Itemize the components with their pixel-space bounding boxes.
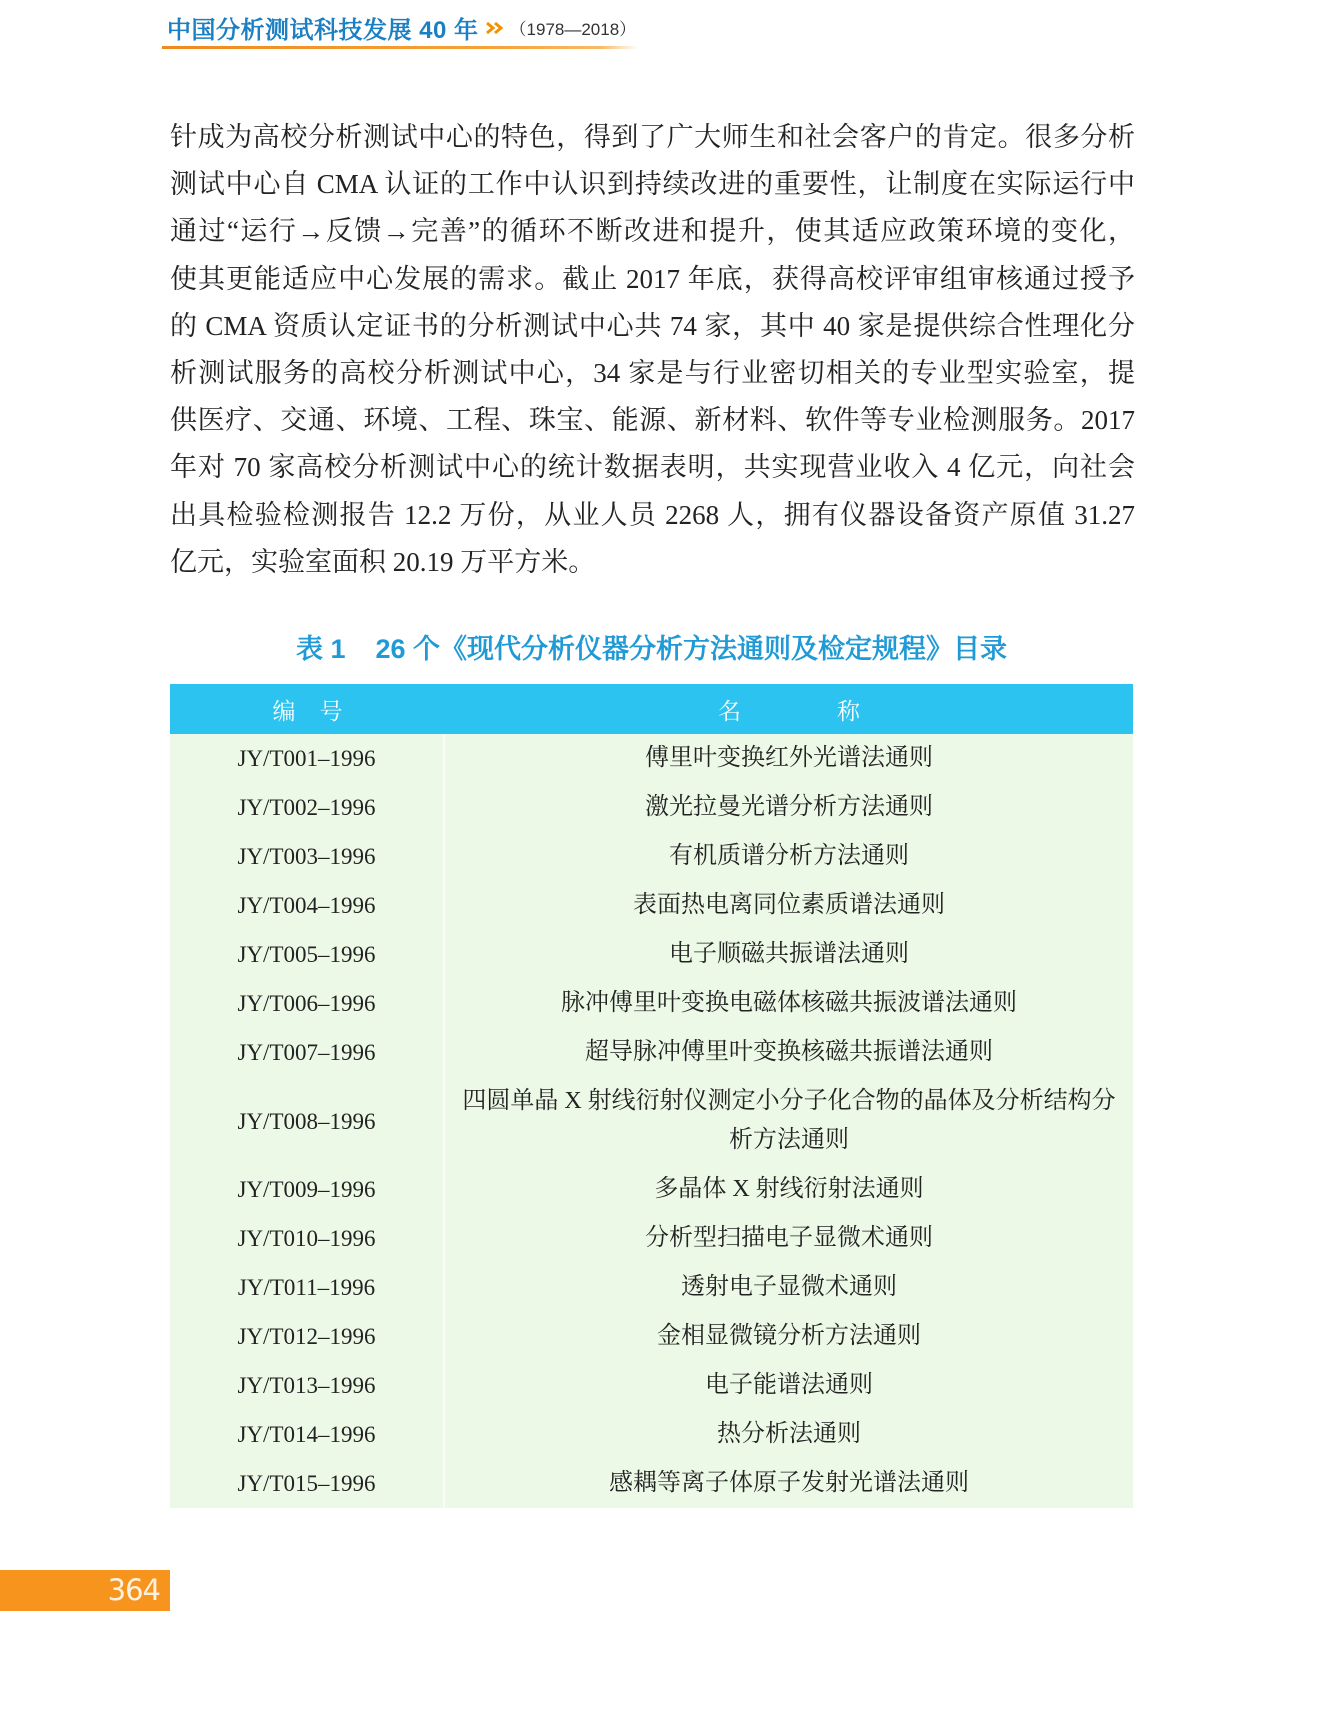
standard-code-cell	[170, 1410, 445, 1459]
standard-name-cell	[445, 881, 1133, 930]
paragraph-line: 析测试服务的高校分析测试中心，34 家是与行业密切相关的专业型实验室，提	[170, 357, 1135, 388]
table-row	[170, 783, 1133, 832]
standard-code-cell	[170, 1214, 445, 1263]
column-header-name	[445, 684, 1133, 734]
table-header-row	[170, 684, 1133, 734]
page-number-tab	[0, 1570, 170, 1611]
standard-name-cell	[445, 1312, 1133, 1361]
standard-name: 感耦等离子体原子发射光谱法通则	[609, 1470, 969, 1496]
standard-code: JY/T003–1996	[237, 844, 376, 869]
standard-code-cell	[170, 832, 445, 881]
standard-code: JY/T011–1996	[237, 1275, 376, 1300]
table-body	[170, 734, 1133, 1508]
table-row	[170, 930, 1133, 979]
standard-name-cell	[445, 832, 1133, 881]
standard-code-cell	[170, 1077, 445, 1165]
standard-code: JY/T012–1996	[237, 1324, 376, 1349]
standard-code-cell	[170, 734, 445, 783]
standard-name: 金相显微镜分析方法通则	[657, 1323, 921, 1349]
table-row	[170, 1028, 1133, 1077]
running-head-years: （1978—2018）	[509, 19, 637, 39]
standard-code-cell	[170, 1028, 445, 1077]
body-paragraph	[170, 114, 1135, 586]
standard-code: JY/T005–1996	[237, 942, 376, 967]
table-row	[170, 1263, 1133, 1312]
standard-code-cell	[170, 1263, 445, 1312]
standard-code: JY/T002–1996	[237, 795, 376, 820]
standard-name-cell	[445, 1361, 1133, 1410]
table-caption-label: 表 1	[295, 634, 346, 664]
paragraph-line: 使其更能适应中心发展的需求。截止 2017 年底，获得高校评审组审核通过授予	[170, 263, 1135, 294]
standard-name: 超导脉冲傅里叶变换核磁共振谱法通则	[585, 1039, 993, 1065]
table-row	[170, 1165, 1133, 1214]
standard-code: JY/T001–1996	[237, 746, 376, 771]
standard-code: JY/T013–1996	[237, 1373, 376, 1398]
standard-code: JY/T004–1996	[237, 893, 376, 918]
table-row	[170, 734, 1133, 783]
standard-code: JY/T010–1996	[237, 1226, 376, 1251]
paragraph-line: 的 CMA 资质认定证书的分析测试中心共 74 家，其中 40 家是提供综合性理化分	[170, 310, 1135, 341]
standard-code-cell	[170, 1165, 445, 1214]
page-number: 364	[107, 1573, 160, 1607]
table-caption	[170, 628, 1133, 670]
running-head	[167, 8, 636, 46]
standard-name-cell	[445, 1028, 1133, 1077]
standard-code: JY/T015–1996	[237, 1471, 376, 1496]
standard-name-cell	[445, 783, 1133, 832]
standard-code: JY/T014–1996	[237, 1422, 376, 1447]
standard-name: 透射电子显微术通则	[681, 1274, 897, 1300]
column-header-name-label: 名称	[718, 697, 956, 724]
standard-name: 激光拉曼光谱分析方法通则	[645, 794, 933, 820]
column-header-code-label: 编号	[272, 697, 367, 724]
standard-code-cell	[170, 1361, 445, 1410]
standard-name-cell	[445, 1459, 1133, 1508]
paragraph-line: 通过“运行→反馈→完善”的循环不断改进和提升，使其适应政策环境的变化，	[170, 216, 1135, 247]
standard-name: 热分析法通则	[717, 1421, 861, 1447]
table-row	[170, 1214, 1133, 1263]
standard-code-cell	[170, 1459, 445, 1508]
standard-name: 四圆单晶 X 射线衍射仪测定小分子化合物的晶体及分析结构分析方法通则	[462, 1088, 1116, 1153]
standard-code-cell	[170, 979, 445, 1028]
paragraph-line: 年对 70 家高校分析测试中心的统计数据表明，共实现营业收入 4 亿元，向社会	[170, 452, 1135, 483]
paragraph-line: 测试中心自 CMA 认证的工作中认识到持续改进的重要性，让制度在实际运行中	[170, 169, 1135, 200]
table-row	[170, 1361, 1133, 1410]
paragraph-line: 出具检验检测报告 12.2 万份，从业人员 2268 人，拥有仪器设备资产原值 31.27	[170, 499, 1135, 530]
standard-name: 有机质谱分析方法通则	[669, 843, 909, 869]
standard-code: JY/T008–1996	[237, 1108, 376, 1134]
standard-name: 表面热电离同位素质谱法通则	[633, 892, 945, 918]
standard-name-cell	[445, 1165, 1133, 1214]
running-head-rule	[162, 46, 639, 49]
standard-code: JY/T009–1996	[237, 1177, 376, 1202]
table-row	[170, 832, 1133, 881]
standard-code: JY/T007–1996	[237, 1040, 376, 1065]
standard-name: 多晶体 X 射线衍射法通则	[654, 1176, 924, 1202]
standard-code-cell	[170, 930, 445, 979]
table-row	[170, 1077, 1133, 1165]
paragraph-line: 供医疗、交通、环境、工程、珠宝、能源、新材料、软件等专业检测服务。2017	[170, 405, 1135, 436]
standard-name-cell	[445, 979, 1133, 1028]
paragraph-line: 针成为高校分析测试中心的特色，得到了广大师生和社会客户的肯定。很多分析	[170, 122, 1135, 152]
standard-code-cell	[170, 881, 445, 930]
standard-name: 电子能谱法通则	[705, 1372, 873, 1398]
standard-code-cell	[170, 783, 445, 832]
catalog-table	[170, 684, 1133, 1508]
standard-code: JY/T006–1996	[237, 991, 376, 1016]
standard-name-cell	[445, 1263, 1133, 1312]
standard-name: 电子顺磁共振谱法通则	[669, 941, 909, 967]
standard-name-cell	[445, 1214, 1133, 1263]
table-row	[170, 1410, 1133, 1459]
running-head-title: 中国分析测试科技发展 40 年	[167, 16, 479, 44]
table-row	[170, 881, 1133, 930]
table-row	[170, 1459, 1133, 1508]
standard-name-cell	[445, 1077, 1133, 1165]
column-header-code	[170, 684, 445, 734]
standard-name-cell	[445, 1410, 1133, 1459]
standard-name: 分析型扫描电子显微术通则	[645, 1225, 933, 1251]
standard-name: 脉冲傅里叶变换电磁体核磁共振波谱法通则	[561, 990, 1017, 1016]
standard-code-cell	[170, 1312, 445, 1361]
paragraph-line: 亿元，实验室面积 20.19 万平方米。	[170, 546, 596, 577]
table-row	[170, 979, 1133, 1028]
table-caption-title: 26 个《现代分析仪器分析方法通则及检定规程》目录	[375, 634, 1008, 664]
table-row	[170, 1312, 1133, 1361]
standard-name: 傅里叶变换红外光谱法通则	[645, 745, 933, 771]
standard-name-cell	[445, 734, 1133, 783]
standard-name-cell	[445, 930, 1133, 979]
double-chevron-right-icon	[485, 21, 505, 35]
